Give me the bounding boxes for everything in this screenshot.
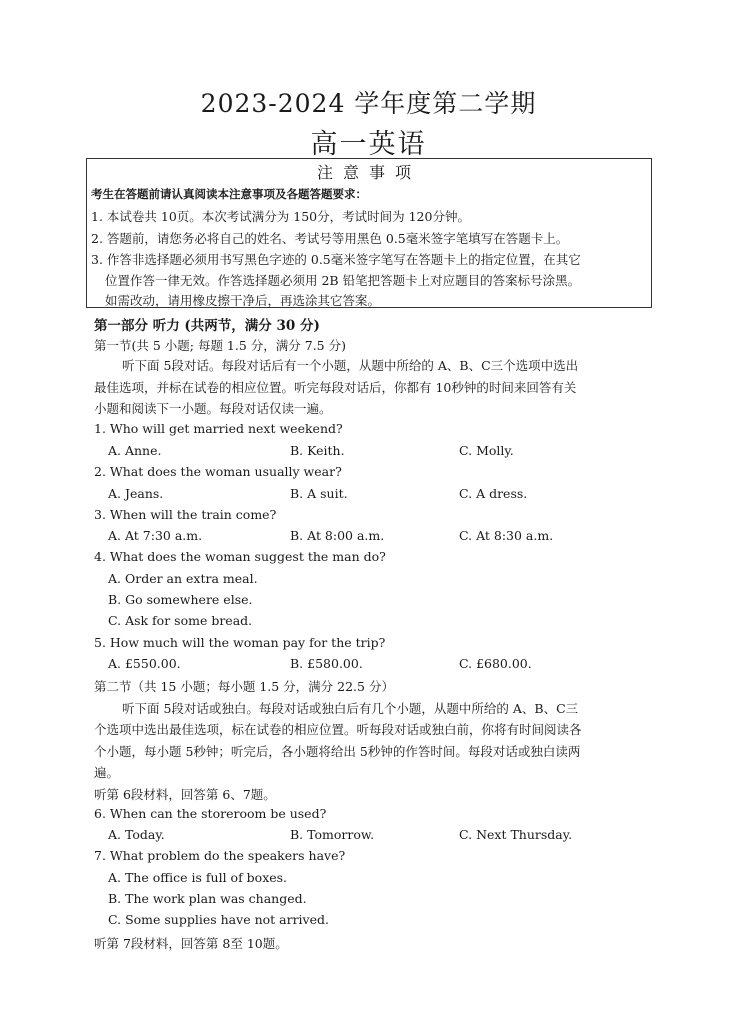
q3-option-a: A. At 7:30 a.m. — [108, 528, 203, 543]
q6-option-c: C. Next Thursday. — [459, 827, 573, 842]
q4-option-b: B. Go somewhere else. — [108, 592, 253, 607]
section2-instructions-line4: 遍。 — [94, 765, 120, 780]
notice-item-3-cont2: 如需改动，请用橡皮擦干净后，再选涂其它答案。 — [105, 293, 381, 308]
section1-instructions-line1: 听下面 5段对话。每段对话后有一个小题，从题中所给的 A、B、C三个选项中选出 — [122, 358, 579, 373]
notice-item-2: 2. 答题前，请您务必将自己的姓名、考试号等用黑色 0.5毫米签字笔填写在答题卡上。 — [91, 231, 569, 246]
section1-heading: 第一节(共 5 小题; 每题 1.5 分，满分 7.5 分) — [94, 338, 346, 353]
q6-option-b: B. Tomorrow. — [290, 827, 375, 842]
q2-option-b: B. A suit. — [290, 486, 348, 501]
q5-option-c: C. £680.00. — [459, 656, 532, 671]
part1-heading: 第一部分 听力 (共两节，满分 30 分) — [94, 318, 320, 334]
q2-option-a: A. Jeans. — [108, 486, 164, 501]
question-2: 2. What does the woman usually wear? — [94, 464, 342, 479]
question-6: 6. When can the storeroom be used? — [94, 806, 327, 821]
q7-option-a: A. The office is full of boxes. — [108, 870, 288, 885]
q6-option-a: A. Today. — [108, 827, 165, 842]
notice-box — [86, 158, 652, 308]
section2-instructions-line3: 个小题，每小题 5秒钟；听完后，各小题将给出 5秒钟的作答时间。每段对话或独白读两 — [94, 744, 581, 759]
q4-option-a: A. Order an extra meal. — [108, 571, 258, 586]
q1-option-c: C. Molly. — [459, 443, 514, 458]
section2-instructions-line2: 个选项中选出最佳选项，标在试卷的相应位置。听每段对话或独白前，你将有时间阅读各 — [94, 722, 582, 737]
question-7: 7. What problem do the speakers have? — [94, 848, 346, 863]
notice-item-3: 3. 作答非选择题必须用书写黑色字迹的 0.5毫米签字笔写在答题卡上的指定位置，在其它 — [91, 252, 581, 267]
q4-option-c: C. Ask for some bread. — [108, 613, 253, 628]
q5-option-b: B. £580.00. — [290, 656, 363, 671]
section1-instructions-line2: 最佳选项，并标在试卷的相应位置。听完每段对话后，你都有 10秒钟的时间来回答有关 — [94, 380, 577, 395]
notice-item-3-cont: 位置作答一律无效。作答选择题必须用 2B 铅笔把答题卡上对应题目的答案标号涂黑。 — [105, 273, 581, 288]
q3-option-b: B. At 8:00 a.m. — [290, 528, 385, 543]
question-1: 1. Who will get married next weekend? — [94, 421, 343, 436]
q2-option-c: C. A dress. — [459, 486, 528, 501]
q7-option-b: B. The work plan was changed. — [108, 891, 307, 906]
q3-option-c: C. At 8:30 a.m. — [459, 528, 554, 543]
q7-option-c: C. Some supplies have not arrived. — [108, 912, 329, 927]
q1-option-a: A. Anne. — [108, 443, 162, 458]
notice-item-1: 1. 本试卷共 10页。本次考试满分为 150分，考试时间为 120分钟。 — [91, 209, 470, 224]
question-4: 4. What does the woman suggest the man do? — [94, 549, 386, 564]
question-5: 5. How much will the woman pay for the trip? — [94, 635, 386, 650]
q5-option-a: A. £550.00. — [108, 656, 181, 671]
material-7-note: 听第 7段材料，回答第 8至 10题。 — [94, 936, 288, 951]
section2-instructions-line1: 听下面 5段对话或独白。每段对话或独白后有几个小题，从题中所给的 A、B、C三 — [122, 701, 579, 716]
exam-subject-title: 高一英语 — [310, 129, 427, 160]
notice-intro: 考生在答题前请认真阅读本注意事项及各题答题要求： — [91, 187, 367, 201]
material-6-note: 听第 6段材料，回答第 6、7题。 — [94, 787, 276, 802]
exam-term-title: 2023-2024 学年度第二学期 — [200, 89, 537, 118]
section2-heading: 第二节（共 15 小题；每小题 1.5 分，满分 22.5 分） — [94, 679, 394, 694]
q1-option-b: B. Keith. — [290, 443, 345, 458]
question-3: 3. When will the train come? — [94, 507, 277, 522]
notice-title: 注意事项 — [316, 163, 421, 182]
section1-instructions-line3: 小题和阅读下一小题。每段对话仅读一遍。 — [94, 401, 332, 416]
